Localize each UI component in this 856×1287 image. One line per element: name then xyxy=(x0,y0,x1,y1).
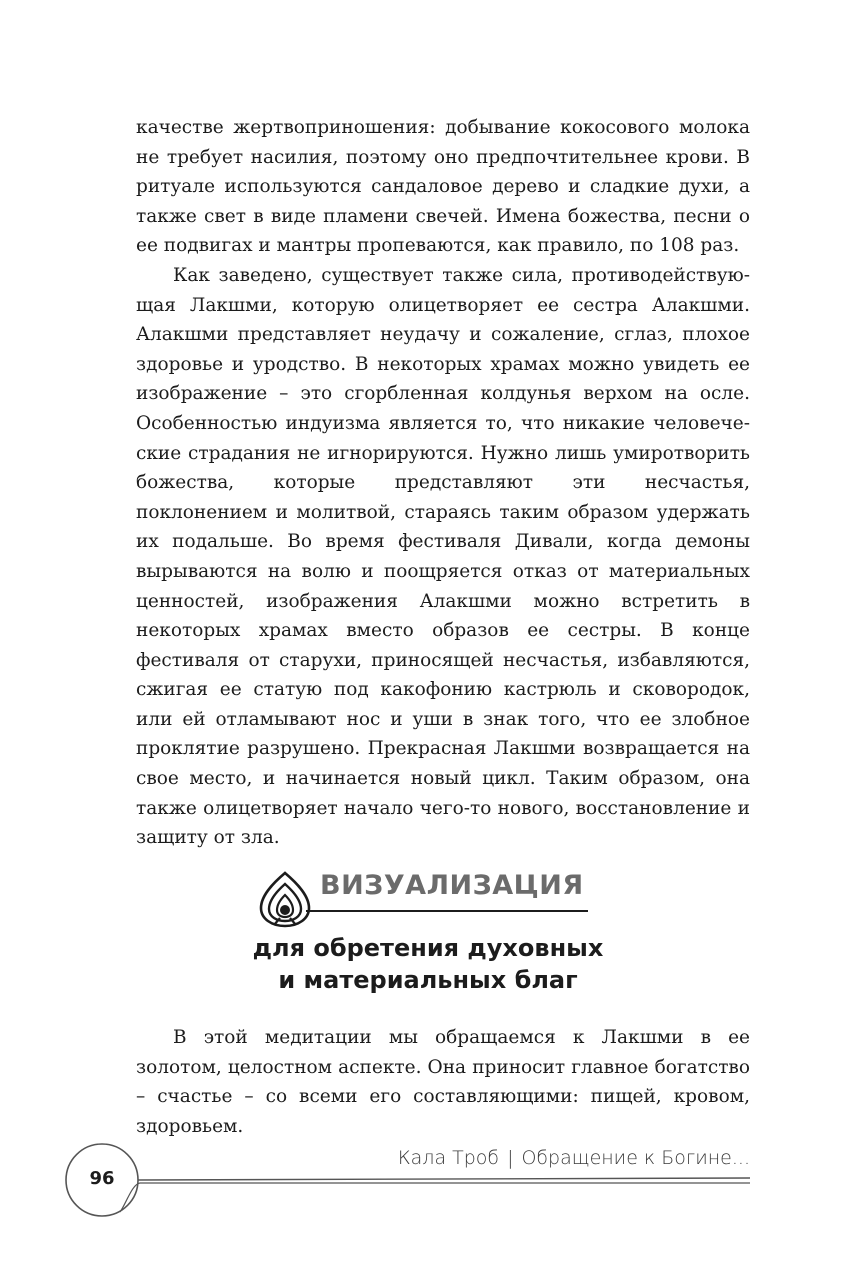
paragraph: В этой медитации мы обращаемся к Лакшми в ее золотом, целостном аспекте. Она приносит главное богатство – счастье – со всеми его составляющими: пищей, кровом, здоровьем. xyxy=(136,1027,750,1137)
running-head xyxy=(398,1147,750,1169)
body-text-bottom xyxy=(136,1023,750,1141)
paragraph: качестве жертвоприношения: добывание кокосового молока не требует насилия, поэтому оно предпочтительнее крови. В ритуале используются сандаловое дерево и сладкие духи, а также свет в виде пламени свечей. Имена божества, песни о ее подвигах и мантры пропеваются, как правило, по 108 раз. xyxy=(136,117,750,257)
heading-divider xyxy=(306,910,588,912)
lotus-flame-icon xyxy=(258,870,312,928)
section-title: ВИЗУАЛИЗАЦИЯ xyxy=(320,870,584,901)
running-head-separator: | xyxy=(507,1147,514,1169)
body-text-top xyxy=(136,113,750,853)
subtitle-line: для обретения духовных xyxy=(252,934,604,962)
page-number: 96 xyxy=(89,1168,115,1189)
section-heading xyxy=(258,868,598,928)
subtitle-line: и материальных благ xyxy=(278,966,578,994)
running-head-author: Кала Троб xyxy=(397,1147,500,1169)
paragraph: Как заведено, существует также сила, противодействующая Лакшми, которую олицетворяет ее сестра Алакшми. Алакшми представляет неудачу и сожаление, сглаз, плохое здоровье и уродство. В некоторых храмах можно увидеть ее изображение – это сгорбленная колдунья верхом на осле. Особенностью индуизма является то, что никакие человеческие страдания не игнорируются. Нужно лишь умиротворить божества, которые представляют эти несчастья, поклонением и молитвой, стараясь таким образом удержать их подальше. Во время фестиваля Дивали, когда демоны вырываются на волю и поощряется отказ от материальных ценностей, изображения Алакшми можно встретить в некоторых храмах вместо образов ее сестры. В конце фестиваля от старухи, приносящей несчастья, избавляются, сжигая ее статую под какофонию кастрюль и сковородок, или ей отламывают нос и уши в знак того, что ее злобное проклятие разрушено. Прекрасная Лакшми возвращается на свое место, и начинается новый цикл. Таким образом, она также олицетворяет начало чего-то нового, восстановление и защиту от зла. xyxy=(136,264,750,849)
running-head-title: Обращение к Богине... xyxy=(521,1147,750,1169)
page-footer xyxy=(60,1138,756,1218)
section-subtitle xyxy=(0,932,856,996)
